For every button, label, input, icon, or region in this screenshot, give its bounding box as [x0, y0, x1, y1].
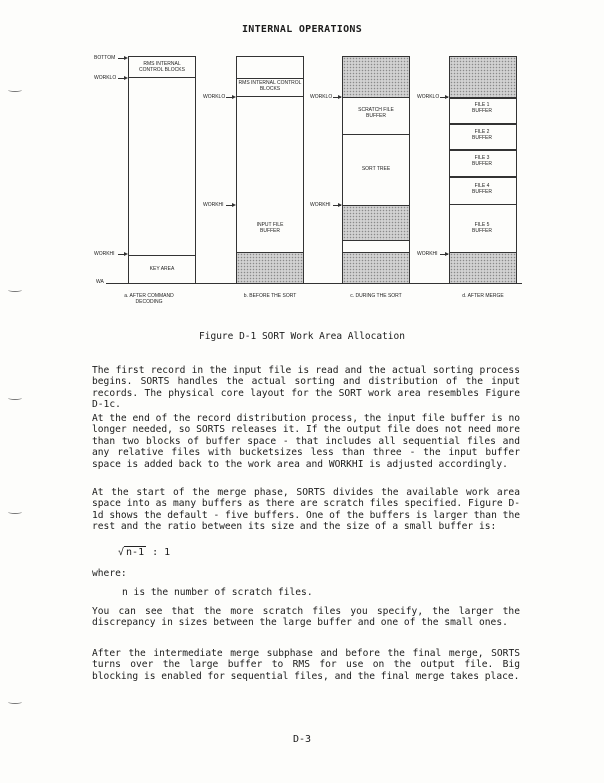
figure-caption: Figure D-1 SORT Work Area Allocation — [199, 331, 405, 342]
pointer-workhi-label-a: WORKHI — [94, 251, 115, 257]
col-c-scratch-label: SCRATCH FILE BUFFER — [358, 107, 394, 119]
formula-root: n-1 — [126, 547, 145, 558]
col-c-caption: c. DURING THE SORT — [350, 293, 402, 299]
col-d-stippled-top — [449, 56, 517, 98]
margin-mark — [8, 510, 22, 514]
wa-leader — [106, 283, 126, 284]
paragraph-2: At the end of the record distribution process, the input file buffer is no longer needed, so SORTS releases it. If the output file does not need more than two blocks of buffer space - that includes all sequential files and any relative files with bucketsizes less than three - the input buffer space is added back to the work area and WORKHI is adjusted accordingly. — [92, 413, 520, 470]
where-label: where: — [92, 568, 127, 579]
page-header: INTERNAL OPERATIONS — [241, 24, 363, 35]
col-a-caption: a. AFTER COMMAND DECODING — [124, 293, 174, 305]
work-area-diagram — [0, 0, 604, 330]
col-d-file-5-label: FILE 5 BUFFER — [472, 222, 492, 234]
pointer-bottom-label: BOTTOM — [94, 55, 116, 61]
pointer-worklo-label-a: WORKLO — [94, 75, 117, 81]
col-b-rms-label: RMS INTERNAL CONTROL BLOCKS — [238, 80, 302, 92]
pointer-worklo-label-c: WORKLO — [310, 94, 333, 100]
margin-mark — [8, 396, 22, 400]
col-a-key-area-label: KEY AREA — [149, 266, 175, 272]
col-a-rms-label: RMS INTERNAL CONTROL BLOCKS — [139, 61, 185, 73]
page-number: D-3 — [292, 734, 312, 745]
col-c-scratch-divider — [342, 134, 410, 135]
pointer-worklo-label-b: WORKLO — [203, 94, 226, 100]
sqrt-icon: √ — [118, 547, 125, 558]
pointer-workhi-label-b: WORKHI — [203, 202, 224, 208]
paragraph-3: At the start of the merge phase, SORTS divides the available work area space into as many buffers as there are scratch files specified. Figure D-1d shows the default - five buffers. One of the buffers is larger than the rest and the ratio between its size and the size of a small buffer is: — [92, 487, 520, 533]
formula-ratio: : 1 — [152, 547, 171, 558]
col-d-file-1-label: FILE 1 BUFFER — [472, 102, 492, 114]
col-c-sort-tree-label: SORT TREE — [361, 166, 391, 172]
ratio-formula — [118, 546, 170, 558]
where-definition: n is the number of scratch files. — [122, 587, 313, 598]
pointer-workhi-label-c: WORKHI — [310, 202, 331, 208]
paragraph-4: You can see that the more scratch files you specify, the larger the discrepancy in sizes between the large buffer and one of the small ones. — [92, 606, 520, 629]
col-b-input-buffer-label: INPUT FILE BUFFER — [256, 222, 284, 234]
paragraph-5: After the intermediate merge subphase and before the final merge, SORTS turns over the large buffer to RMS for use on the output file. Big blocking is enabled for sequential files, and the final merge takes place. — [92, 648, 520, 682]
col-c-stippled-mid — [342, 205, 410, 241]
col-d-stippled-bottom — [449, 252, 517, 284]
pointer-worklo-label-d: WORKLO — [417, 94, 440, 100]
col-c-stippled-bottom — [342, 252, 410, 284]
workhi-arrow-icon-b — [232, 203, 236, 207]
col-b-stippled-region — [236, 252, 304, 284]
column-a — [128, 56, 196, 284]
col-c-stippled-top — [342, 56, 410, 98]
pointer-wa-label: WA — [96, 279, 104, 285]
worklo-arrow-icon-c — [338, 95, 342, 99]
margin-mark — [8, 288, 22, 292]
col-d-caption: d. AFTER MERGE — [462, 293, 504, 299]
pointer-workhi-label-d: WORKHI — [417, 251, 438, 257]
worklo-arrow-icon-b — [232, 95, 236, 99]
paragraph-1: The first record in the input file is read and the actual sorting process begins. SORTS handles the actual sorting and distribution of the input records. The physical core layout for the SORT work area resembles Figure D-1c. — [92, 365, 520, 411]
col-d-file-4-label: FILE 4 BUFFER — [472, 183, 492, 195]
margin-mark — [8, 700, 22, 704]
margin-mark — [8, 88, 22, 92]
col-d-file-2-label: FILE 2 BUFFER — [472, 129, 492, 141]
col-d-file-3-label: FILE 3 BUFFER — [472, 155, 492, 167]
col-b-caption: b. BEFORE THE SORT — [243, 293, 297, 299]
